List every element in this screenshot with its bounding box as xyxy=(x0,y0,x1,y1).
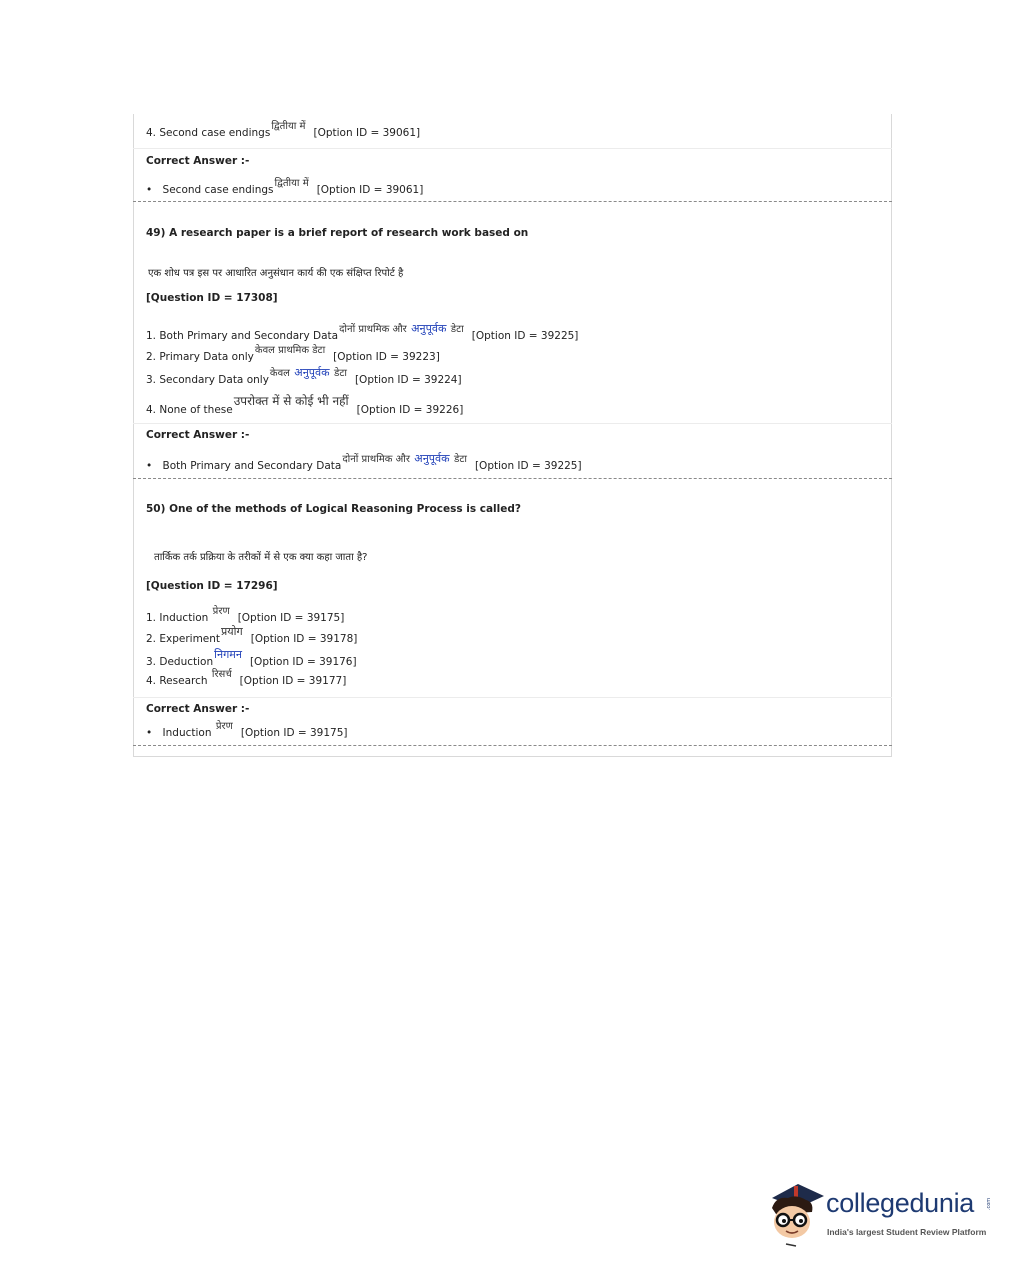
divider xyxy=(133,423,892,424)
option-label: 2. Primary Data only xyxy=(146,351,254,363)
option-id: [Option ID = 39061] xyxy=(313,127,421,139)
question-separator xyxy=(133,201,892,202)
option-label: 3. Secondary Data only xyxy=(146,374,269,386)
prev-option-4 xyxy=(146,121,421,139)
option-hindi-highlight: अनुपूर्वक xyxy=(414,452,450,465)
option-hindi-tail: डेटा xyxy=(453,454,467,465)
question-separator xyxy=(133,745,892,746)
option-1 xyxy=(146,322,579,343)
collegedunia-mascot-icon xyxy=(766,1178,826,1248)
question-id: [Question ID = 17296] xyxy=(146,580,278,592)
question-separator xyxy=(133,478,892,479)
option-hindi: द्वितीया में xyxy=(271,121,306,132)
option-id: [Option ID = 39225] xyxy=(471,330,579,342)
divider xyxy=(133,697,892,698)
option-hindi: केवल xyxy=(269,368,290,379)
correct-answer-heading: Correct Answer :- xyxy=(146,429,250,441)
option-hindi: दोनों प्राथमिक और xyxy=(342,454,410,465)
option-hindi-highlight: अनुपूर्वक xyxy=(411,322,447,335)
option-id: [Option ID = 39223] xyxy=(333,351,440,363)
logo-domain: .com xyxy=(986,1197,993,1211)
option-hindi: प्रेरण xyxy=(212,606,230,617)
option-hindi: प्रेरण xyxy=(215,721,233,732)
option-label: 4. Second case endings xyxy=(146,127,271,139)
option-label: 1. Induction xyxy=(146,612,209,624)
correct-answer xyxy=(146,721,348,739)
option-hindi: रिसर्च xyxy=(211,669,232,680)
option-id: [Option ID = 39225] xyxy=(474,460,582,472)
option-label: Induction xyxy=(162,727,212,739)
option-hindi-highlight: अनुपूर्वक xyxy=(294,366,330,379)
correct-answer-heading: Correct Answer :- xyxy=(146,155,250,167)
option-label: 3. Deduction xyxy=(146,656,214,668)
option-label: 4. None of these xyxy=(146,404,233,416)
option-id: [Option ID = 39061] xyxy=(316,184,424,196)
option-4 xyxy=(146,394,464,417)
option-id: [Option ID = 39175] xyxy=(237,612,345,624)
option-id: [Option ID = 39224] xyxy=(354,374,462,386)
option-id: [Option ID = 39176] xyxy=(249,656,357,668)
option-hindi: द्वितीया में xyxy=(274,178,309,189)
option-hindi: उपरोक्त में से कोई भी नहीं xyxy=(233,394,349,408)
option-1 xyxy=(146,606,345,624)
option-label: 4. Research xyxy=(146,675,208,687)
logo-tagline: India's largest Student Review Platform xyxy=(827,1227,987,1237)
correct-answer-heading: Correct Answer :- xyxy=(146,703,250,715)
option-3 xyxy=(146,366,462,387)
option-label: Second case endings xyxy=(162,184,274,196)
question-hindi: तार्किक तर्क प्रक्रिया के तरीकों में से एक क्या कहा जाता है? xyxy=(154,552,368,563)
option-id: [Option ID = 39177] xyxy=(239,675,347,687)
option-id: [Option ID = 39178] xyxy=(250,633,358,645)
option-hindi: केवल प्राथमिक डेटा xyxy=(254,345,326,356)
option-label: Both Primary and Secondary Data xyxy=(162,460,342,472)
question-title: 49) A research paper is a brief report of research work based on xyxy=(146,227,529,239)
question-id: [Question ID = 17308] xyxy=(146,292,278,304)
divider xyxy=(133,148,892,149)
option-4 xyxy=(146,669,347,687)
option-hindi-tail: डेटा xyxy=(450,324,464,335)
correct-answer xyxy=(146,178,424,196)
option-label: 1. Both Primary and Secondary Data xyxy=(146,330,339,342)
option-hindi: दोनों प्राथमिक और xyxy=(339,324,407,335)
option-3 xyxy=(146,648,357,669)
option-hindi-tail: डेटा xyxy=(333,368,347,379)
collegedunia-logo-text: collegedunia xyxy=(826,1188,975,1218)
option-2 xyxy=(146,345,440,363)
question-hindi: एक शोध पत्र इस पर आधारित अनुसंधान कार्य की एक संक्षिप्त रिपोर्ट है xyxy=(148,268,404,279)
option-2 xyxy=(146,625,358,646)
option-hindi: प्रयोग xyxy=(221,625,243,638)
option-hindi: निगमन xyxy=(214,648,242,661)
option-id: [Option ID = 39175] xyxy=(240,727,348,739)
option-label: 2. Experiment xyxy=(146,633,221,645)
option-id: [Option ID = 39226] xyxy=(356,404,464,416)
correct-answer xyxy=(146,452,582,473)
question-title: 50) One of the methods of Logical Reasoning Process is called? xyxy=(146,503,521,515)
